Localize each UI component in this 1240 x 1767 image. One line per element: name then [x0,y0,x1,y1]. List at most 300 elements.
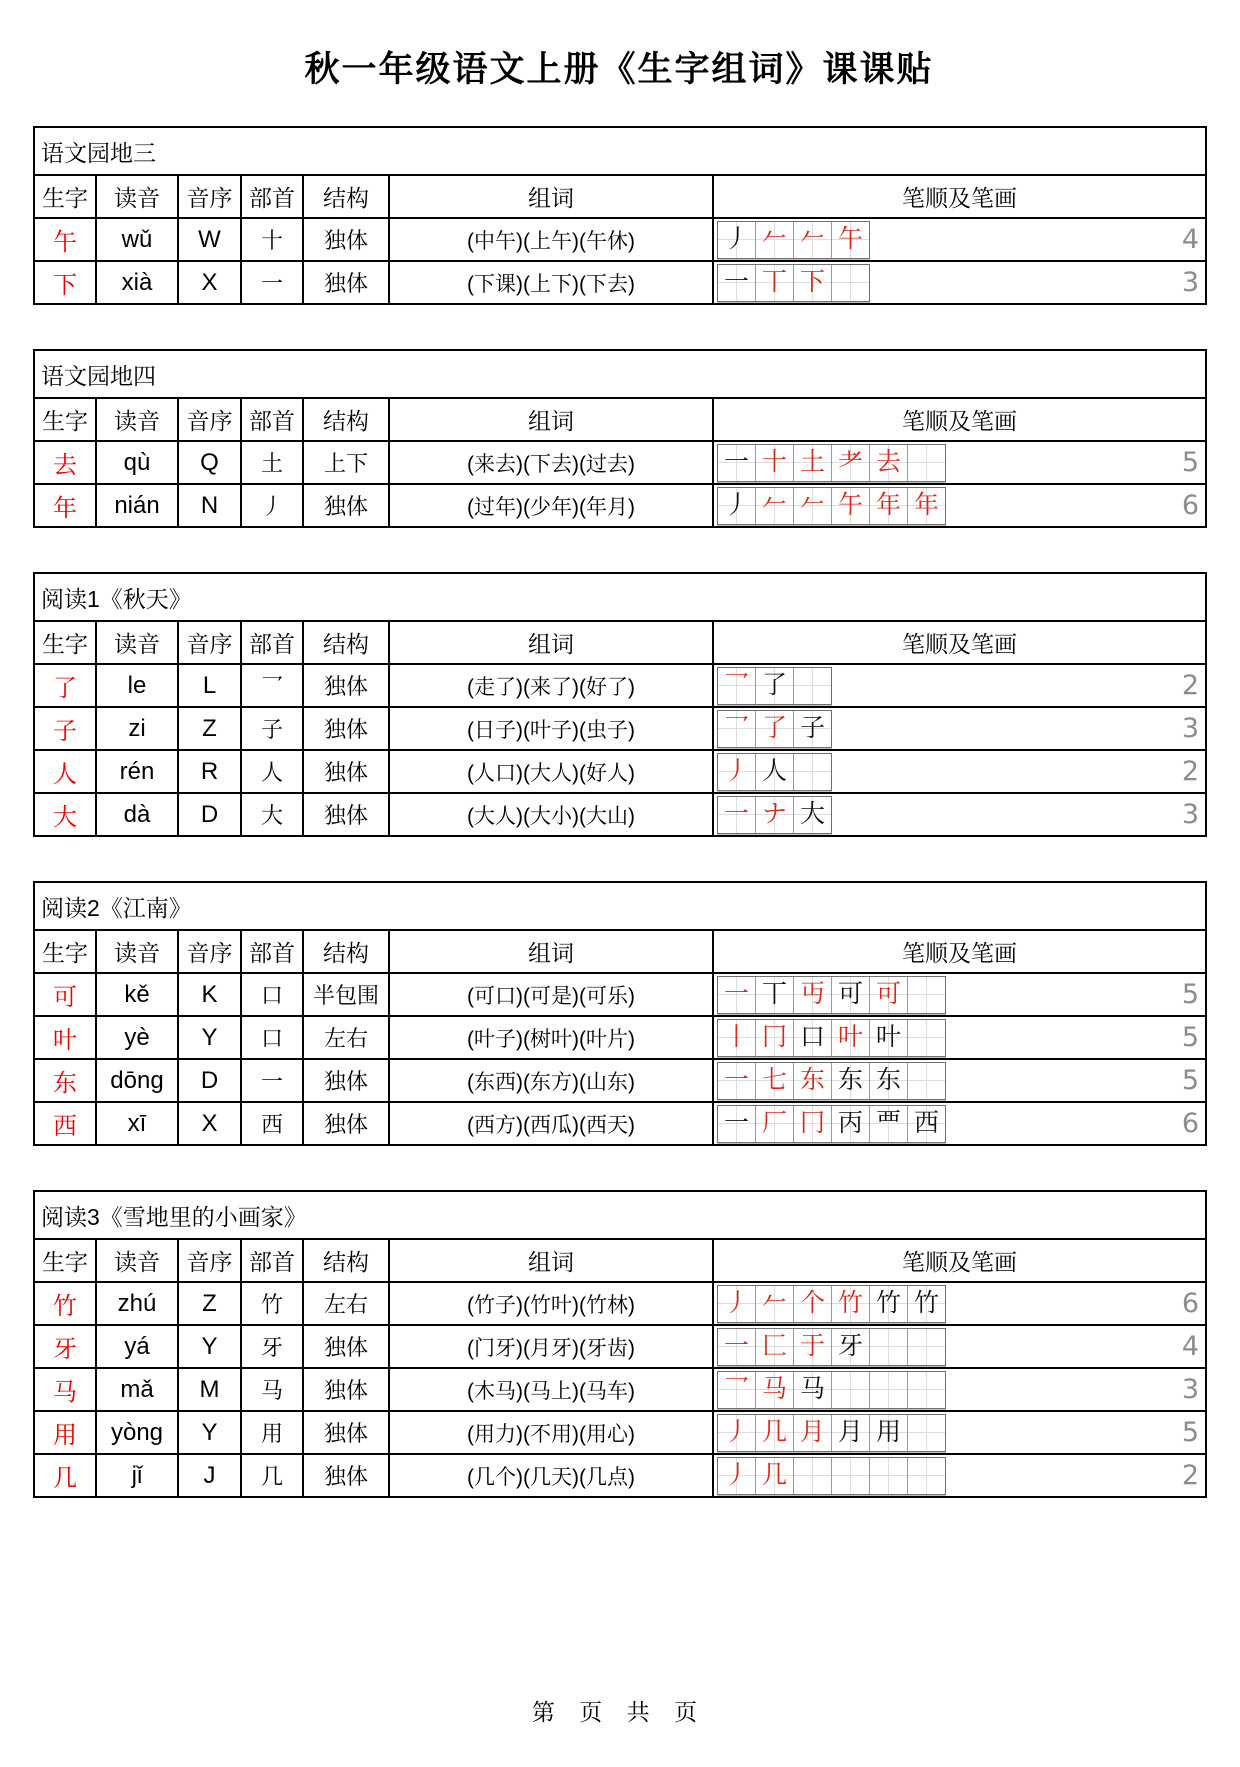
stroke-order-cell [713,1325,1206,1368]
stroke-step-6: 西 [908,1106,945,1142]
stroke-step-1: 丿 [718,222,756,258]
stroke-order-wrap [717,753,1199,791]
column-header-5: 组词 [389,930,713,973]
alphabetical-initial: K [178,973,241,1016]
stroke-step-3: 下 [794,265,832,301]
lesson-table-1 [33,126,1207,305]
pinyin: yè [96,1016,178,1059]
column-header-6: 笔顺及笔画 [713,398,1206,441]
structure: 独体 [303,1102,389,1145]
stroke-step-3: 马 [794,1372,832,1408]
stroke-step-3: 冂 [794,1106,832,1142]
column-header-1: 读音 [96,398,178,441]
table-row [34,664,1206,707]
stroke-order-cell [713,218,1206,261]
stroke-step-4: 竹 [832,1286,870,1322]
stroke-order-cell [713,1368,1206,1411]
alphabetical-initial: Z [178,707,241,750]
stroke-grid [717,1457,946,1495]
stroke-step-empty [870,1372,908,1408]
stroke-grid [717,1105,946,1143]
structure: 半包围 [303,973,389,1016]
stroke-step-4: 丙 [832,1106,870,1142]
column-header-5: 组词 [389,621,713,664]
radical: 竹 [241,1282,303,1325]
word-groups: (下课)(上下)(下去) [389,261,713,304]
table-row [34,1102,1206,1145]
word-groups: (过年)(少年)(年月) [389,484,713,527]
pinyin: jǐ [96,1454,178,1497]
stroke-step-3: 东 [794,1063,832,1099]
column-header-4: 结构 [303,621,389,664]
structure: 独体 [303,664,389,707]
stroke-grid [717,444,946,482]
stroke-step-2: 了 [756,711,794,747]
stroke-order-wrap [717,1414,1199,1452]
radical: 一 [241,261,303,304]
word-groups: (走了)(来了)(好了) [389,664,713,707]
column-header-0: 生字 [34,1239,96,1282]
alphabetical-initial: J [178,1454,241,1497]
stroke-step-1: 一 [718,797,756,833]
radical: 马 [241,1368,303,1411]
table-row [34,1411,1206,1454]
word-groups: (人口)(大人)(好人) [389,750,713,793]
stroke-step-2: 马 [756,1372,794,1408]
radical: 西 [241,1102,303,1145]
column-header-4: 结构 [303,398,389,441]
stroke-count: 6 [1181,1288,1200,1319]
table-row [34,1059,1206,1102]
stroke-step-6: 竹 [908,1286,945,1322]
stroke-step-4: 月 [832,1415,870,1451]
stroke-step-empty [832,1372,870,1408]
alphabetical-initial: Q [178,441,241,484]
stroke-order-wrap [717,796,1199,834]
stroke-step-3: 子 [794,711,831,747]
stroke-grid [717,796,832,834]
column-header-5: 组词 [389,175,713,218]
alphabetical-initial: Z [178,1282,241,1325]
stroke-step-2: 人 [756,754,794,790]
column-header-6: 笔顺及笔画 [713,1239,1206,1282]
table-row [34,261,1206,304]
stroke-grid [717,487,946,525]
structure: 独体 [303,1411,389,1454]
pinyin: xià [96,261,178,304]
column-header-2: 音序 [178,930,241,973]
radical: 几 [241,1454,303,1497]
structure: 独体 [303,793,389,836]
structure: 独体 [303,1368,389,1411]
column-header-4: 结构 [303,1239,389,1282]
stroke-step-empty [870,1329,908,1365]
stroke-count: 5 [1181,1022,1200,1053]
stroke-step-2: 𠂉 [756,1286,794,1322]
pinyin: xī [96,1102,178,1145]
page-title: 秋一年级语文上册《生字组词》课课贴 [304,50,934,89]
stroke-count: 5 [1181,447,1200,478]
radical: 十 [241,218,303,261]
stroke-grid [717,264,870,302]
column-header-2: 音序 [178,621,241,664]
stroke-step-1: 丿 [718,488,756,524]
alphabetical-initial: Y [178,1325,241,1368]
stroke-step-4: 午 [832,488,870,524]
stroke-order-wrap [717,667,1199,705]
radical: 用 [241,1411,303,1454]
stroke-step-2: 丅 [756,977,794,1013]
radical: 丿 [241,484,303,527]
new-character: 马 [34,1368,96,1411]
new-character: 东 [34,1059,96,1102]
structure: 独体 [303,1325,389,1368]
page-footer: 第 页 共 页 [531,1699,707,1725]
stroke-step-4: 午 [832,222,869,258]
word-groups: (可口)(可是)(可乐) [389,973,713,1016]
stroke-step-empty [870,1458,908,1494]
pinyin: mǎ [96,1368,178,1411]
stroke-step-2: 丅 [756,265,794,301]
stroke-order-wrap [717,1062,1199,1100]
pinyin: zi [96,707,178,750]
alphabetical-initial: X [178,261,241,304]
column-header-2: 音序 [178,175,241,218]
stroke-grid [717,1285,946,1323]
alphabetical-initial: D [178,1059,241,1102]
stroke-step-1: 一 [718,445,756,481]
pinyin: yòng [96,1411,178,1454]
radical: 口 [241,1016,303,1059]
tables-container [33,126,1205,1498]
table-row [34,793,1206,836]
stroke-count: 5 [1181,1065,1200,1096]
column-header-4: 结构 [303,175,389,218]
stroke-order-wrap [717,976,1199,1014]
pinyin: qù [96,441,178,484]
column-header-2: 音序 [178,1239,241,1282]
new-character: 几 [34,1454,96,1497]
column-header-1: 读音 [96,621,178,664]
pinyin: dōng [96,1059,178,1102]
stroke-step-1: 乛 [718,711,756,747]
section-title: 阅读1《秋天》 [34,573,1206,621]
stroke-order-cell [713,261,1206,304]
stroke-grid [717,667,832,705]
stroke-step-4: 叶 [832,1020,870,1056]
stroke-grid [717,976,946,1014]
stroke-step-1: 一 [718,977,756,1013]
stroke-step-2: 厂 [756,1106,794,1142]
stroke-order-cell [713,793,1206,836]
stroke-step-empty [908,1063,945,1099]
table-row [34,1282,1206,1325]
new-character: 人 [34,750,96,793]
word-groups: (大人)(大小)(大山) [389,793,713,836]
table-row [34,1016,1206,1059]
column-header-3: 部首 [241,175,303,218]
new-character: 下 [34,261,96,304]
stroke-grid [717,1371,946,1409]
column-header-3: 部首 [241,621,303,664]
stroke-order-cell [713,1016,1206,1059]
stroke-step-4: 牙 [832,1329,870,1365]
new-character: 去 [34,441,96,484]
stroke-step-5: 可 [870,977,908,1013]
alphabetical-initial: N [178,484,241,527]
stroke-step-4: 东 [832,1063,870,1099]
column-header-0: 生字 [34,930,96,973]
table-row [34,1368,1206,1411]
stroke-order-wrap [717,1328,1199,1366]
structure: 独体 [303,261,389,304]
column-header-0: 生字 [34,175,96,218]
stroke-step-1: 丿 [718,1286,756,1322]
pinyin: yá [96,1325,178,1368]
column-header-6: 笔顺及笔画 [713,930,1206,973]
stroke-step-1: 一 [718,1106,756,1142]
stroke-order-cell [713,1282,1206,1325]
stroke-order-wrap [717,221,1199,259]
table-row [34,973,1206,1016]
new-character: 年 [34,484,96,527]
stroke-step-empty [794,754,831,790]
pinyin: zhú [96,1282,178,1325]
stroke-order-cell [713,1059,1206,1102]
stroke-grid [717,1019,946,1057]
stroke-step-1: 丨 [718,1020,756,1056]
stroke-count: 3 [1181,267,1200,298]
stroke-step-3: 土 [794,445,832,481]
alphabetical-initial: R [178,750,241,793]
stroke-step-empty [908,1415,945,1451]
word-groups: (来去)(下去)(过去) [389,441,713,484]
new-character: 午 [34,218,96,261]
stroke-count: 2 [1181,1460,1200,1491]
stroke-count: 6 [1181,1108,1200,1139]
alphabetical-initial: X [178,1102,241,1145]
stroke-step-2: ナ [756,797,794,833]
structure: 独体 [303,1454,389,1497]
pinyin: kě [96,973,178,1016]
new-character: 叶 [34,1016,96,1059]
stroke-step-1: 一 [718,265,756,301]
stroke-step-3: 丏 [794,977,832,1013]
column-header-0: 生字 [34,398,96,441]
alphabetical-initial: D [178,793,241,836]
stroke-step-3: 个 [794,1286,832,1322]
lesson-table-4 [33,881,1207,1146]
stroke-step-empty [794,668,831,704]
table-row [34,218,1206,261]
structure: 独体 [303,707,389,750]
column-header-6: 笔顺及笔画 [713,621,1206,664]
stroke-step-empty [908,977,945,1013]
stroke-step-empty [908,1329,945,1365]
column-header-3: 部首 [241,1239,303,1282]
stroke-grid [717,1328,946,1366]
column-header-6: 笔顺及笔画 [713,175,1206,218]
stroke-step-4: 耂 [832,445,870,481]
new-character: 牙 [34,1325,96,1368]
stroke-step-5: 用 [870,1415,908,1451]
word-groups: (竹子)(竹叶)(竹林) [389,1282,713,1325]
stroke-order-cell [713,1102,1206,1145]
stroke-order-cell [713,664,1206,707]
word-groups: (叶子)(树叶)(叶片) [389,1016,713,1059]
stroke-step-empty [832,1458,870,1494]
word-groups: (东西)(东方)(山东) [389,1059,713,1102]
stroke-order-wrap [717,1285,1199,1323]
stroke-step-6: 年 [908,488,945,524]
stroke-step-2: 冂 [756,1020,794,1056]
stroke-step-2: 了 [756,668,794,704]
radical: 人 [241,750,303,793]
lesson-table-2 [33,349,1207,528]
column-header-3: 部首 [241,930,303,973]
alphabetical-initial: Y [178,1411,241,1454]
column-header-1: 读音 [96,930,178,973]
radical: 大 [241,793,303,836]
section-title: 语文园地三 [34,127,1206,175]
table-row [34,1454,1206,1497]
stroke-count: 4 [1181,1331,1200,1362]
stroke-grid [717,710,832,748]
stroke-order-wrap [717,710,1199,748]
radical: 土 [241,441,303,484]
word-groups: (西方)(西瓜)(西天) [389,1102,713,1145]
stroke-step-1: 乛 [718,1372,756,1408]
radical: 子 [241,707,303,750]
new-character: 西 [34,1102,96,1145]
column-header-0: 生字 [34,621,96,664]
alphabetical-initial: M [178,1368,241,1411]
stroke-order-wrap [717,1371,1199,1409]
pinyin: dà [96,793,178,836]
structure: 独体 [303,218,389,261]
new-character: 竹 [34,1282,96,1325]
word-groups: (门牙)(月牙)(牙齿) [389,1325,713,1368]
stroke-order-wrap [717,1457,1199,1495]
stroke-step-5: 竹 [870,1286,908,1322]
stroke-order-cell [713,441,1206,484]
stroke-step-2: 几 [756,1415,794,1451]
stroke-step-2: 几 [756,1458,794,1494]
stroke-count: 3 [1181,1374,1200,1405]
new-character: 可 [34,973,96,1016]
stroke-count: 5 [1181,1417,1200,1448]
structure: 上下 [303,441,389,484]
table-row [34,484,1206,527]
stroke-grid [717,1062,946,1100]
column-header-5: 组词 [389,398,713,441]
stroke-grid [717,753,832,791]
column-header-1: 读音 [96,175,178,218]
stroke-step-5: 覀 [870,1106,908,1142]
stroke-step-1: 一 [718,1329,756,1365]
column-header-5: 组词 [389,1239,713,1282]
word-groups: (用力)(不用)(用心) [389,1411,713,1454]
stroke-order-wrap [717,1105,1199,1143]
stroke-step-2: 𠂉 [756,222,794,258]
structure: 左右 [303,1282,389,1325]
pinyin: rén [96,750,178,793]
radical: 牙 [241,1325,303,1368]
stroke-count: 3 [1181,799,1200,830]
word-groups: (日子)(叶子)(虫子) [389,707,713,750]
stroke-order-wrap [717,444,1199,482]
word-groups: (几个)(几天)(几点) [389,1454,713,1497]
stroke-order-wrap [717,487,1199,525]
stroke-step-empty [908,1020,945,1056]
section-title: 语文园地四 [34,350,1206,398]
new-character: 了 [34,664,96,707]
word-groups: (木马)(马上)(马车) [389,1368,713,1411]
stroke-step-2: 匚 [756,1329,794,1365]
stroke-order-cell [713,750,1206,793]
alphabetical-initial: L [178,664,241,707]
stroke-step-3: 大 [794,797,831,833]
stroke-step-3: 口 [794,1020,832,1056]
table-row [34,441,1206,484]
column-header-3: 部首 [241,398,303,441]
stroke-grid [717,221,870,259]
stroke-step-empty [908,1458,945,1494]
table-row [34,707,1206,750]
stroke-order-cell [713,1411,1206,1454]
stroke-step-1: 丿 [718,754,756,790]
stroke-step-5: 东 [870,1063,908,1099]
column-header-2: 音序 [178,398,241,441]
stroke-grid [717,1414,946,1452]
stroke-step-1: 一 [718,1063,756,1099]
lesson-table-3 [33,572,1207,837]
structure: 独体 [303,484,389,527]
structure: 左右 [303,1016,389,1059]
structure: 独体 [303,750,389,793]
stroke-step-3: 𠂉 [794,488,832,524]
alphabetical-initial: W [178,218,241,261]
stroke-step-3: 于 [794,1329,832,1365]
radical: 口 [241,973,303,1016]
stroke-order-wrap [717,264,1199,302]
stroke-step-4: 可 [832,977,870,1013]
new-character: 子 [34,707,96,750]
table-row [34,1325,1206,1368]
pinyin: wǔ [96,218,178,261]
stroke-step-5: 去 [870,445,908,481]
stroke-order-cell [713,707,1206,750]
table-row [34,750,1206,793]
stroke-step-3: 𠂉 [794,222,832,258]
stroke-count: 4 [1181,224,1200,255]
pinyin: le [96,664,178,707]
stroke-step-3: 月 [794,1415,832,1451]
column-header-1: 读音 [96,1239,178,1282]
stroke-order-cell [713,484,1206,527]
stroke-step-1: 丿 [718,1458,756,1494]
new-character: 用 [34,1411,96,1454]
stroke-step-2: 𠂉 [756,488,794,524]
stroke-count: 5 [1181,979,1200,1010]
radical: 乛 [241,664,303,707]
section-title: 阅读3《雪地里的小画家》 [34,1191,1206,1239]
stroke-count: 2 [1181,756,1200,787]
stroke-count: 6 [1181,490,1200,521]
word-groups: (中午)(上午)(午休) [389,218,713,261]
stroke-step-empty [794,1458,832,1494]
stroke-step-empty [832,265,869,301]
